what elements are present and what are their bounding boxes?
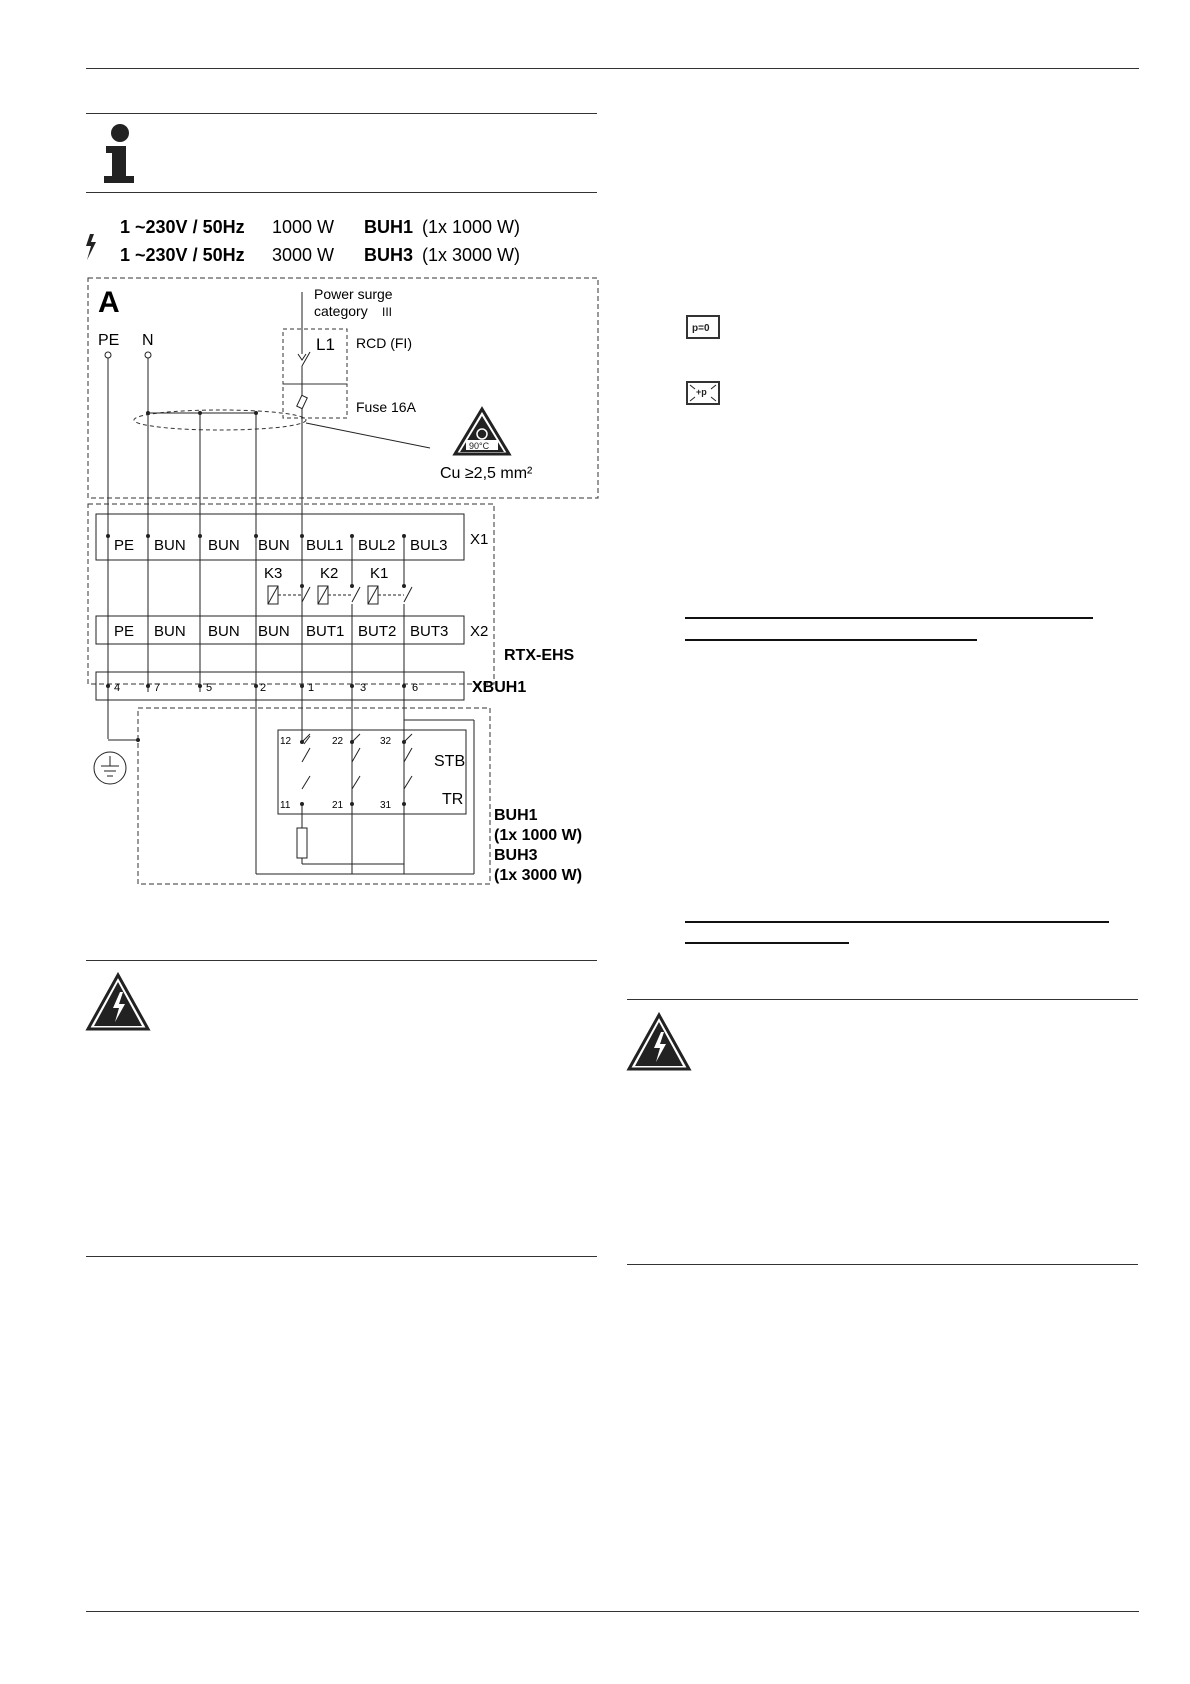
x2-terminal: PE <box>114 623 135 640</box>
electric-hazard-icon <box>626 1012 692 1077</box>
pressure-zero-icon <box>686 315 720 344</box>
n-label: N <box>142 332 154 349</box>
supply-rating-1: (1x 1000 W) <box>422 217 521 237</box>
section-letter: A <box>98 286 120 319</box>
x1-terminal: PE <box>114 537 135 554</box>
tr-terminal: 31 <box>380 800 392 811</box>
xbuh-number: 3 <box>360 682 367 694</box>
x1-terminal: BUL3 <box>410 537 448 554</box>
tr-label: TR <box>442 791 464 808</box>
underline-rule <box>685 639 977 641</box>
wiring-diagram <box>80 214 605 894</box>
xbuh-number: 5 <box>206 682 213 694</box>
warning-box-bottom-rule <box>86 1256 597 1257</box>
ground-icon <box>94 752 126 784</box>
supply-model-1: BUH1 <box>364 217 414 237</box>
supply-power-1: 1000 W <box>272 217 335 237</box>
x2-terminal: BUT3 <box>410 623 449 640</box>
underline-rule <box>685 617 1093 619</box>
xbuh-number: 6 <box>412 682 419 694</box>
x1-terminal: BUN <box>208 537 240 554</box>
warning-box-top-rule <box>627 999 1138 1000</box>
svg-text:p=0: p=0 <box>692 323 710 334</box>
x1-label: X1 <box>470 531 489 548</box>
l1-label: L1 <box>316 335 335 354</box>
buh1-label: BUH1 <box>494 807 538 824</box>
svg-text:+p: +p <box>696 387 707 397</box>
stb-terminal: 12 <box>280 736 292 747</box>
buh1-rating: (1x 1000 W) <box>494 827 583 844</box>
header-rule <box>86 68 1139 69</box>
stb-label: STB <box>434 753 466 770</box>
x2-terminal: BUN <box>154 623 186 640</box>
x1-terminal: BUL2 <box>358 537 396 554</box>
electric-hazard-icon <box>85 972 151 1037</box>
x1-terminal: BUN <box>258 537 290 554</box>
supply-rating-2: (1x 3000 W) <box>422 245 521 265</box>
xbuh-number: 4 <box>114 682 121 694</box>
relay-label: K1 <box>370 565 389 582</box>
x2-label: X2 <box>470 623 489 640</box>
supply-power-2: 3000 W <box>272 245 335 265</box>
rtx-label: RTX-EHS <box>504 647 575 664</box>
info-icon <box>100 124 140 189</box>
cable-label: Cu ≥2,5 mm² <box>440 465 533 482</box>
warning-box-bottom-rule <box>627 1264 1138 1265</box>
info-box-top-rule <box>86 113 597 114</box>
relay-label: K2 <box>320 565 339 582</box>
x2-terminal: BUT2 <box>358 623 397 640</box>
pressure-increase-icon <box>686 381 720 410</box>
underline-rule <box>685 921 1109 923</box>
relay-label: K3 <box>264 565 283 582</box>
footer-rule <box>86 1611 1139 1612</box>
x2-terminal: BUT1 <box>306 623 345 640</box>
x2-terminal: BUN <box>208 623 240 640</box>
x1-terminal: BUL1 <box>306 537 344 554</box>
lightning-icon <box>86 234 96 260</box>
temperature-warning-icon <box>455 409 509 454</box>
buh3-rating: (1x 3000 W) <box>494 867 583 884</box>
info-box-bottom-rule <box>86 192 597 193</box>
fuse-label: Fuse 16A <box>356 399 416 415</box>
stb-terminal: 32 <box>380 736 392 747</box>
supply-voltage-1: 1 ~230V / 50Hz <box>120 217 245 237</box>
xbuh-number: 7 <box>154 682 161 694</box>
x1-terminal: BUN <box>154 537 186 554</box>
supply-model-2: BUH3 <box>364 245 414 265</box>
tr-terminal: 21 <box>332 800 344 811</box>
power-surge-label: Power surge <box>314 286 393 302</box>
buh3-label: BUH3 <box>494 847 538 864</box>
category-label: category <box>314 303 368 319</box>
stb-terminal: 22 <box>332 736 344 747</box>
category-roman: III <box>382 305 393 319</box>
x1-terminals <box>114 537 448 554</box>
xbuh-label: XBUH1 <box>472 679 527 696</box>
rcd-label: RCD (FI) <box>356 335 412 351</box>
warning-box-top-rule <box>86 960 597 961</box>
x2-terminals <box>114 623 448 640</box>
tr-terminal: 11 <box>280 800 291 811</box>
supply-voltage-2: 1 ~230V / 50Hz <box>120 245 245 265</box>
pe-label: PE <box>98 332 120 349</box>
temp-label: 90°C <box>469 441 490 451</box>
xbuh-number: 1 <box>308 682 315 694</box>
xbuh-number: 2 <box>260 682 267 694</box>
underline-rule <box>685 942 849 944</box>
x2-terminal: BUN <box>258 623 290 640</box>
